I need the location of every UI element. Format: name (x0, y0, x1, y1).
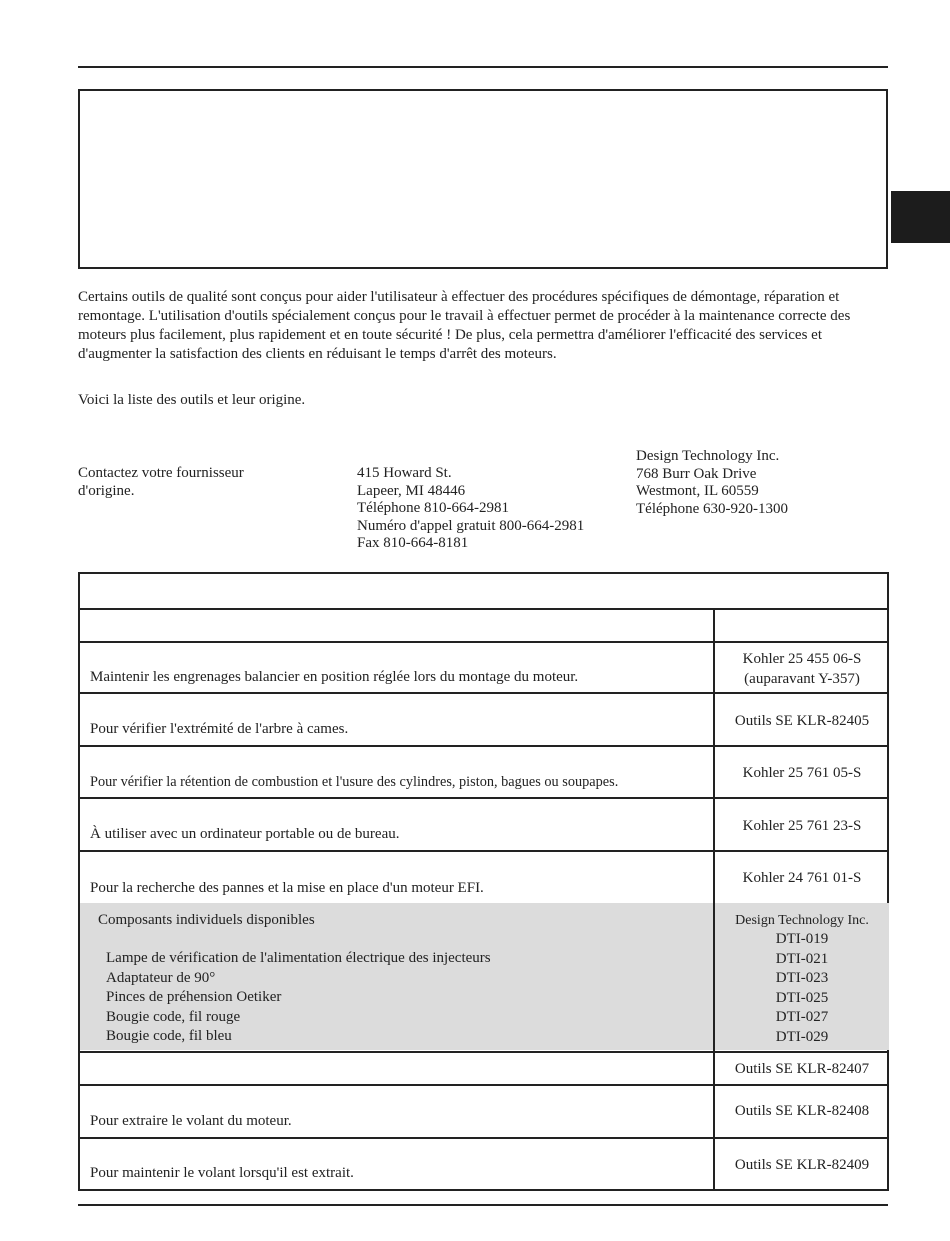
component-code: DTI-023 (775, 970, 829, 986)
table-divider (80, 1051, 887, 1053)
component-code: DTI-021 (775, 950, 829, 967)
supplier-line: Téléphone 630-920-1300 (636, 500, 789, 517)
table-divider (80, 641, 887, 643)
supplier-se-tools (357, 465, 584, 553)
supplier-design-technology (636, 448, 788, 518)
tool-description: Pour vérifier l'extrémité de l'arbre à cames. (90, 721, 349, 737)
list-intro: Voici la liste des outils et leur origine. (78, 392, 306, 408)
table-divider (80, 608, 887, 610)
component-name: Bougie code, fil rouge (106, 1008, 241, 1025)
component-name: Pinces de préhension Oetiker (106, 989, 282, 1005)
supplier-line: 768 Burr Oak Drive (636, 465, 757, 482)
supplier-line: Téléphone 810-664-2981 (357, 500, 510, 516)
tool-source: Kohler 25 455 06-S (742, 651, 862, 667)
supplier-line: Fax 810-664-8181 (357, 535, 469, 551)
table-divider (80, 692, 887, 694)
component-code: DTI-025 (775, 989, 829, 1006)
tool-source: (auparavant Y-357) (744, 671, 860, 687)
table-divider (80, 797, 887, 799)
component-code: DTI-029 (775, 1028, 829, 1045)
tool-source: Kohler 25 761 05-S (742, 765, 862, 781)
component-code: DTI-027 (775, 1009, 829, 1025)
tool-source: Kohler 25 761 23-S (742, 818, 862, 834)
tool-description: Pour maintenir le volant lorsqu'il est extrait. (90, 1165, 354, 1181)
supplier-original (78, 465, 244, 500)
tool-description: Pour vérifier la rétention de combustion et l'usure des cylindres, piston, bagues ou soupapes. (90, 774, 619, 790)
supplier-line: Design Technology Inc. (636, 448, 780, 464)
component-code: DTI-019 (775, 931, 829, 947)
tool-source: Outils SE KLR-82408 (734, 1103, 870, 1119)
component-name: Adaptateur de 90° (106, 969, 216, 986)
tool-source: Outils SE KLR-82405 (734, 713, 870, 729)
supplier-line: 415 Howard St. (357, 465, 452, 481)
top-rule (78, 66, 888, 68)
supplier-line: Contactez votre fournisseur (78, 465, 244, 481)
tool-description: À utiliser avec un ordinateur portable ou de bureau. (90, 826, 400, 842)
table-divider (80, 745, 887, 747)
tool-description: Pour la recherche des pannes et la mise en place d'un moteur EFI. (90, 880, 484, 896)
tool-description: Maintenir les engrenages balancier en position réglée lors du montage du moteur. (90, 669, 579, 685)
bottom-rule (78, 1204, 888, 1206)
components-supplier: Design Technology Inc. (735, 913, 869, 928)
intro-paragraph: Certains outils de qualité sont conçus pour aider l'utilisateur à effectuer des procédures spécifiques de démontage, réparation et remontage. L'utilisation d'outils spécialement conçus pour le travail à effectuer permet de procéder à la maintenance correcte des moteurs plus facilement, plus rapidement et en toute sécurité ! De plus, cela permettra d'améliorer l'efficacité des services et d'augmenter la satisfaction des clients en réduisant le temps d'arrêt des moteurs. (78, 289, 851, 362)
notice-box (78, 89, 888, 269)
tools-table (78, 572, 889, 1191)
table-divider (80, 850, 887, 852)
tool-source: Outils SE KLR-82407 (734, 1061, 870, 1077)
components-heading: Composants individuels disponibles (98, 912, 315, 928)
table-divider (80, 1137, 887, 1139)
tool-source: Kohler 24 761 01-S (742, 870, 862, 886)
supplier-line: Lapeer, MI 48446 (357, 482, 466, 499)
tool-source: Outils SE KLR-82409 (734, 1157, 870, 1173)
supplier-line: Westmont, IL 60559 (636, 483, 759, 499)
supplier-line: d'origine. (78, 482, 135, 499)
component-name: Bougie code, fil bleu (106, 1028, 232, 1044)
component-name: Lampe de vérification de l'alimentation électrique des injecteurs (106, 950, 491, 966)
supplier-line: Numéro d'appel gratuit 800-664-2981 (357, 517, 585, 534)
table-divider (80, 1084, 887, 1086)
section-tab-marker (891, 191, 950, 243)
tool-description: Pour extraire le volant du moteur. (90, 1113, 292, 1129)
